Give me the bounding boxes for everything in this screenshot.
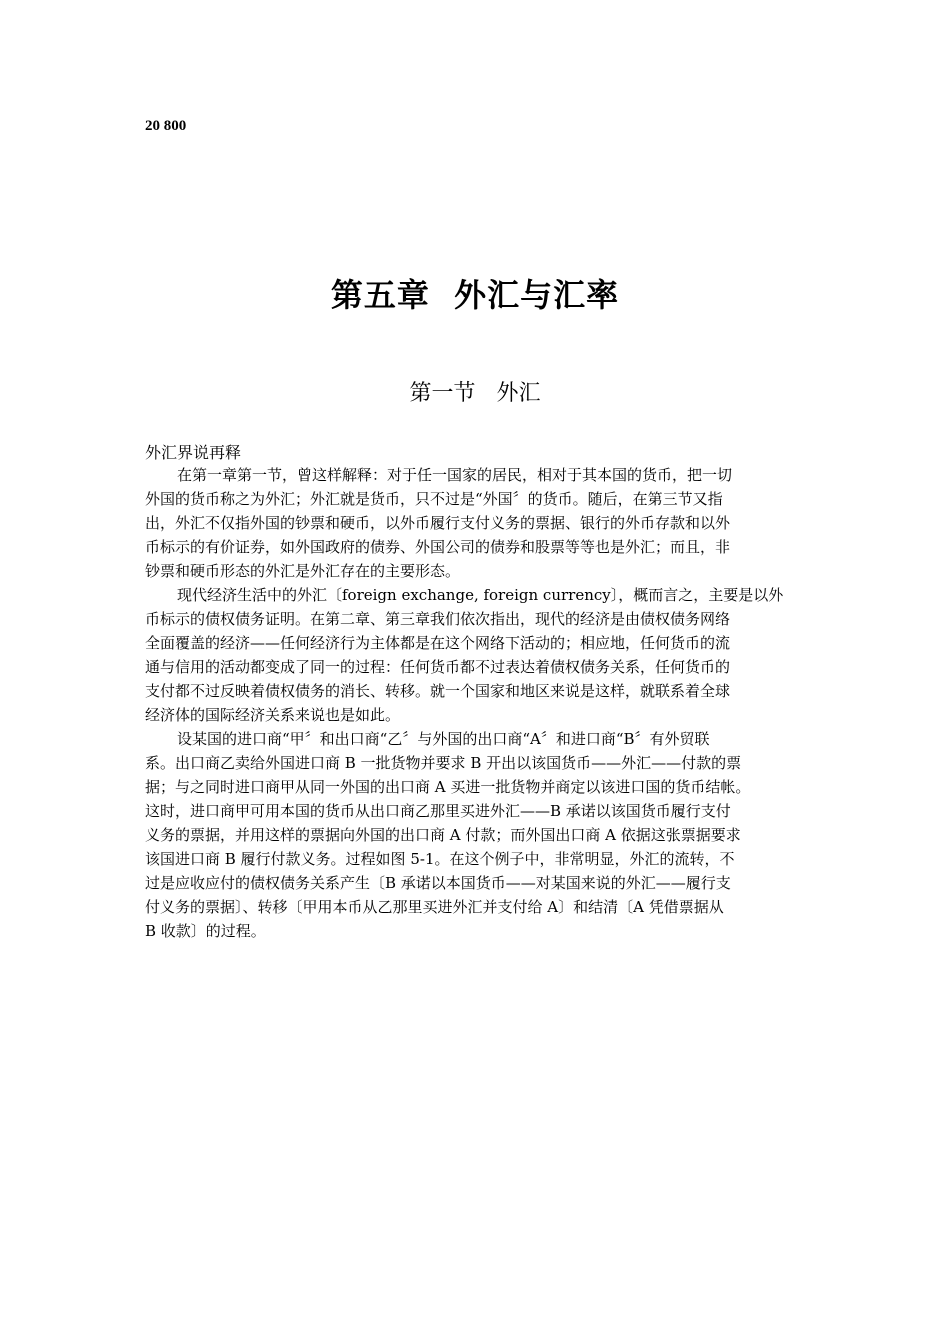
paragraph-line: 通与信用的活动都变成了同一的过程：任何货币都不过表达着债权债务关系，任何货币的: [145, 658, 731, 676]
section-title: 第一节 外汇: [409, 381, 541, 406]
paragraph-line: 义务的票据，并用这样的票据向外国的出口商 A 付款；而外国出口商 A 依据这张票据要求: [145, 826, 741, 844]
subsection-title: 外汇界说再释: [145, 443, 242, 462]
paragraph-line: 币标示的有价证券，如外国政府的债券、外国公司的债券和股票等等也是外汇；而且，非: [145, 538, 731, 556]
paragraph-line: 据；与之同时进口商甲从同一外国的出口商 A 买进一批货物并商定以该进口国的货币结帐。: [145, 778, 751, 796]
paragraph-line: 全面覆盖的经济——任何经济行为主体都是在这个网络下活动的；相应地，任何货币的流: [145, 634, 731, 652]
paragraph-line: 经济体的国际经济关系来说也是如此。: [145, 706, 401, 724]
paragraph-line: 币标示的债权债务证明。在第二章、第三章我们依次指出，现代的经济是由债权债务网络: [145, 610, 731, 628]
paragraph-line: 该国进口商 B 履行付款义务。过程如图 5-1。在这个例子中，非常明显，外汇的流转，不: [145, 850, 735, 868]
paragraph-line: B 收款〕的过程。: [145, 922, 266, 940]
paragraph-line: 过是应收应付的债权债务关系产生〔B 承诺以本国货币——对某国来说的外汇——履行支: [145, 874, 731, 892]
paragraph-line: 设某国的进口商“甲〞和出口商“乙〞与外国的出口商“A〞和进口商“B〞有外贸联: [177, 730, 710, 748]
paragraph-line: 这时，进口商甲可用本国的货币从出口商乙那里买进外汇——B 承诺以该国货币履行支付: [145, 802, 731, 820]
paragraph-line: 在第一章第一节，曾这样解释：对于任一国家的居民，相对于其本国的货币，把一切: [177, 466, 733, 484]
page-number: 20 800: [145, 118, 187, 134]
paragraph-line: 钞票和硬币形态的外汇是外汇存在的主要形态。: [145, 562, 461, 580]
paragraph-line: 现代经济生活中的外汇〔foreign exchange, foreign currency〕，概而言之，主要是以外: [177, 586, 784, 604]
paragraph-line: 外国的货币称之为外汇；外汇就是货币，只不过是“外国〞的货币。随后，在第三节又指: [145, 490, 723, 508]
paragraph-line: 出，外汇不仅指外国的钞票和硬币，以外币履行支付义务的票据、银行的外币存款和以外: [145, 514, 731, 532]
paragraph-line: 付义务的票据〕、转移〔甲用本币从乙那里买进外汇并支付给 A〕和结清〔A 凭借票据从: [145, 898, 724, 916]
chapter-title: 第五章 外汇与汇率: [330, 276, 620, 314]
paragraph-line: 系。出口商乙卖给外国进口商 B 一批货物并要求 B 开出以该国货币——外汇——付款的票: [145, 754, 742, 772]
body-text: [145, 463, 815, 943]
paragraph-line: 支付都不过反映着债权债务的消长、转移。就一个国家和地区来说是这样，就联系着全球: [145, 682, 731, 700]
